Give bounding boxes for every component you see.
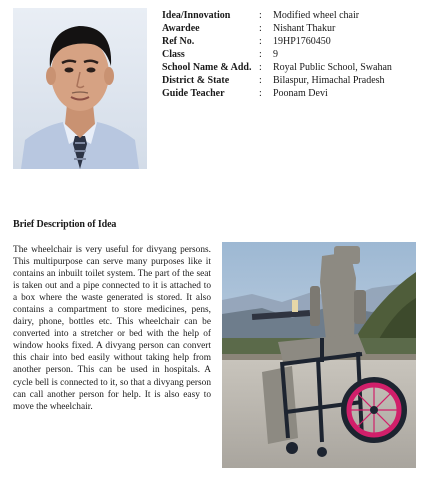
info-label: Ref No. [162, 36, 195, 47]
wheelchair-photo [222, 242, 416, 468]
info-separator: : [259, 88, 262, 99]
info-value: 19HP1760450 [273, 36, 331, 47]
info-row-ref-no [162, 35, 432, 48]
info-separator: : [259, 36, 262, 47]
info-value: Royal Public School, Swahan [273, 62, 392, 73]
info-separator: : [259, 23, 262, 34]
info-row-class [162, 48, 432, 61]
info-row-guide [162, 87, 432, 100]
info-row-idea [162, 9, 432, 22]
info-label: Class [162, 49, 185, 60]
info-value: Modified wheel chair [273, 10, 360, 21]
info-label: Awardee [162, 23, 200, 34]
description-heading: Brief Description of Idea [13, 219, 117, 230]
info-row-school [162, 61, 432, 74]
info-separator: : [259, 49, 262, 60]
info-separator: : [259, 75, 262, 86]
info-row-awardee [162, 22, 432, 35]
info-row-district [162, 74, 432, 87]
wheel-graphic [344, 380, 404, 440]
info-value: 9 [273, 49, 278, 60]
info-value: Nishant Thakur [273, 23, 336, 34]
info-label: School Name & Add. [162, 62, 252, 73]
portrait-image [13, 8, 147, 169]
info-separator: : [259, 62, 262, 73]
info-label: Guide Teacher [162, 88, 225, 99]
info-value: Poonam Devi [273, 88, 328, 99]
info-separator: : [259, 10, 262, 21]
info-label: District & State [162, 75, 230, 86]
awardee-info-table [162, 9, 432, 100]
description-body: The wheelchair is very useful for divyang persons. This multipurpose can serve many purposes like it contains an inbuilt toilet system. The part of the seat is taken out and a pipe connected to it is attached to a box where the waste generated is stored. It also contains a compartment to store medicines, pens, dairy, phone, bottles etc. This wheelchair can be converted into a stretcher or bed with the help of window hooks fixed. A divyang person can convert this chair into bed easily without taking help from another person. This can be used in hospitals. A cycle bell is connected to it, so that a divyang person can call another person for help. It is also easy to move the wheelchair. [13, 245, 211, 412]
info-label: Idea/Innovation [162, 10, 231, 21]
info-value: Bilaspur, Himachal Pradesh [273, 75, 385, 86]
wheelchair-image [222, 242, 416, 468]
awardee-photo [13, 8, 147, 169]
